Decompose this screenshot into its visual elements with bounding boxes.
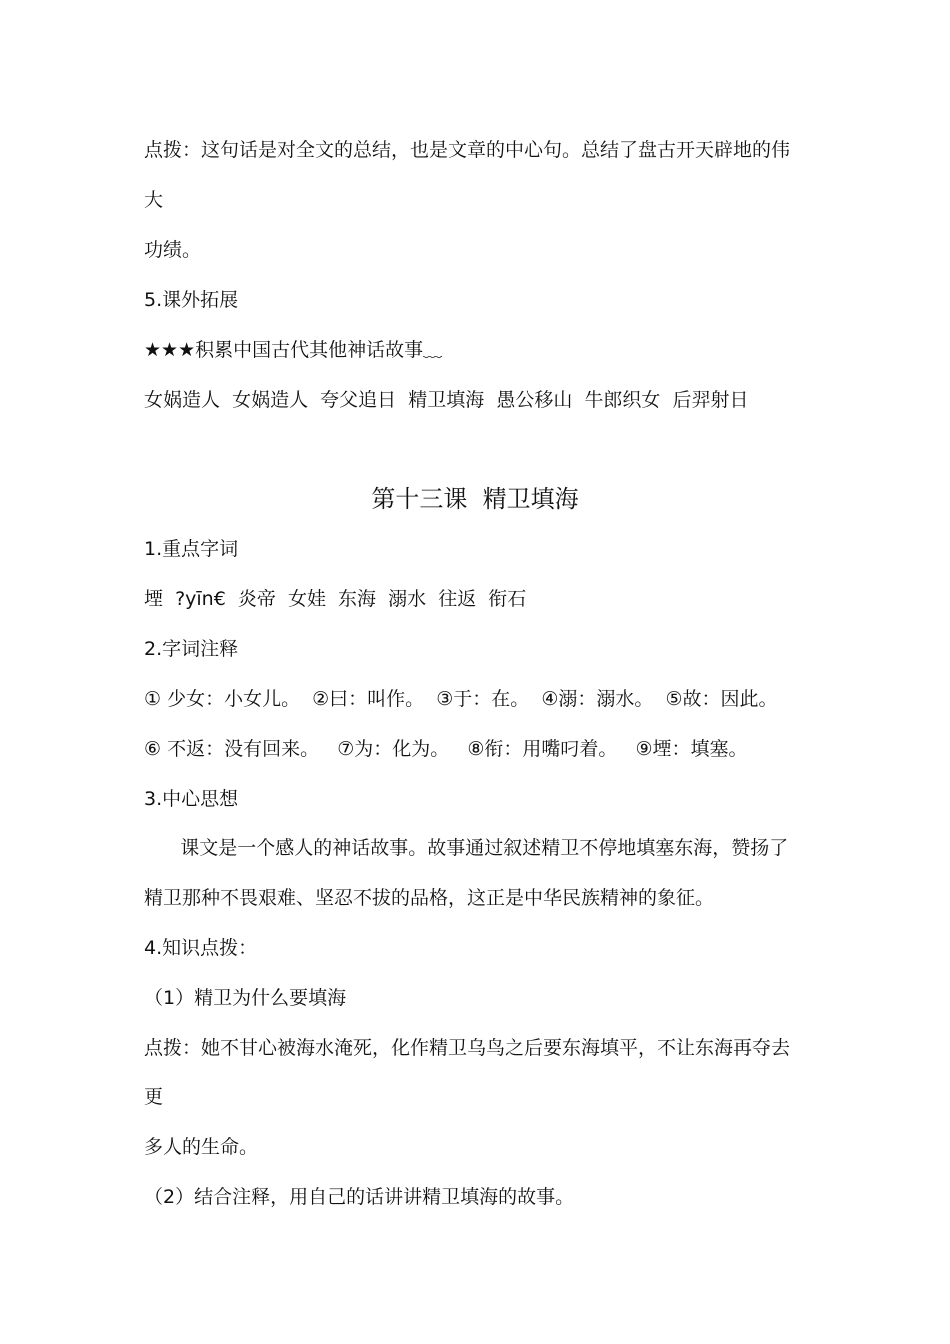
text-line-stars: ★★★积累中国古代其他神话故事﹏ [144, 339, 443, 361]
section-heading-main-idea: 3.中心思想 [144, 788, 239, 810]
lesson-title: 第十三课 精卫填海 [371, 485, 579, 513]
answer-1-line-1: 点拨：她不甘心被海水淹死，化作精卫乌鸟之后要东海填平，不让东海再夺去 [144, 1037, 791, 1059]
key-words-list: 堙 ?yīn€ 炎帝 女娃 东海 溺水 往返 衔石 [144, 588, 527, 610]
answer-1-line-2: 更 [144, 1086, 164, 1108]
text-line-2: 大 [144, 189, 164, 211]
section-heading-key-words: 1.重点字词 [144, 538, 239, 560]
section-heading-extension: 5.课外拓展 [144, 289, 239, 311]
main-idea-line-2: 精卫那种不畏艰难、坚忍不拔的品格，这正是中华民族精神的象征。 [144, 887, 715, 909]
annotations-line-1: ① 少女：小女儿。 ②曰：叫作。 ③于：在。 ④溺：溺水。 ⑤故：因此。 [144, 688, 778, 710]
main-idea-line-1: 课文是一个感人的神话故事。故事通过叙述精卫不停地填塞东海，赞扬了 [144, 837, 789, 859]
question-1: （1）精卫为什么要填海 [144, 987, 347, 1009]
section-heading-knowledge: 4.知识点拨： [144, 937, 258, 959]
question-2: （2）结合注释，用自己的话讲讲精卫填海的故事。 [144, 1186, 575, 1208]
text-line-3: 功绩。 [144, 239, 202, 261]
annotations-line-2: ⑥ 不返：没有回来。 ⑦为：化为。 ⑧衔：用嘴叼着。 ⑨堙：填塞。 [144, 738, 748, 760]
myth-list: 女娲造人 女娲造人 夸父追日 精卫填海 愚公移山 牛郎织女 后羿射日 [144, 389, 749, 411]
answer-1-line-3: 多人的生命。 [144, 1136, 259, 1158]
section-heading-annotations: 2.字词注释 [144, 638, 239, 660]
text-line-1: 点拨：这句话是对全文的总结，也是文章的中心句。总结了盘古开天辟地的伟 [144, 139, 791, 161]
